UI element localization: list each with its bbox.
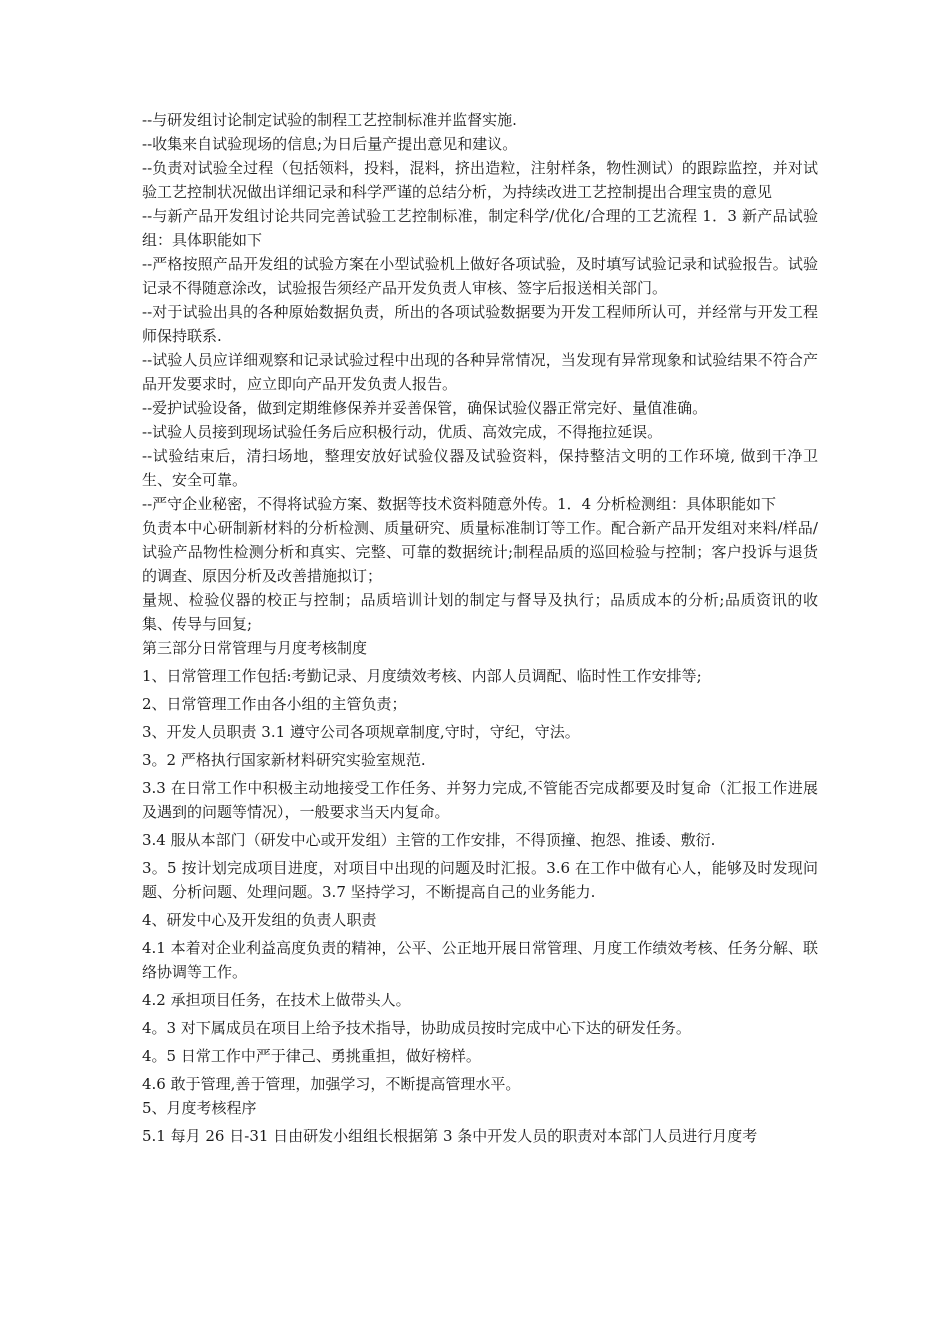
paragraph-collect-site-info: --收集来自试验现场的信息;为日后量产提出意见和建议。: [142, 135, 518, 153]
section-heading-part-three: 第三部分日常管理与月度考核制度: [142, 639, 368, 657]
paragraph-quality-control: 量规、检验仪器的校正与控制；品质培训计划的制定与督导及执行；品质成本的分析;品质资讯的收集、传导与回复;: [142, 591, 818, 633]
item-3-developer-duties: 3、开发人员职责 3.1 遵守公司各项规章制度,守时，守纪，守法。: [142, 723, 580, 741]
paragraph-analysis-duties: 负责本中心研制新材料的分析检测、质量研究、质量标准制订等工作。配合新产品开发组对来料/样品/试验产品物性检测分析和真实、完整、可靠的数据统计;制程品质的巡回检验与控制；客户投诉与退货的调查、原因分析及改善措施拟订；: [142, 519, 818, 585]
item-5-monthly-review: 5、月度考核程序: [142, 1099, 257, 1117]
paragraph-raw-data: --对于试验出具的各种原始数据负责，所出的各项试验数据要为开发工程师所认可，并经常与开发工程师保持联系.: [142, 303, 818, 345]
paragraph-site-tasks: --试验人员接到现场试验任务后应积极行动，优质、高效完成，不得拖拉延误。: [142, 423, 663, 441]
item-3-5-project-progress: 3。5 按计划完成项目进度，对项目中出现的问题及时汇报。3.6 在工作中做有心人，能够及时发现问题、分析问题、处理问题。3.7 坚持学习，不断提高自己的业务能力.: [142, 859, 818, 901]
item-4-1-fair-management: 4.1 本着对企业利益高度负责的精神，公平、公正地开展日常管理、月度工作绩效考核、任务分解、联络协调等工作。: [142, 939, 818, 981]
document-page: [142, 108, 818, 1148]
paragraph-anomaly-report: --试验人员应详细观察和记录试验过程中出现的各种异常情况，当发现有异常现象和试验结果不符合产品开发要求时，应立即向产品开发负责人报告。: [142, 351, 818, 393]
paragraph-trial-process-standard: --与研发组讨论制定试验的制程工艺控制标准并监督实施.: [142, 111, 517, 129]
paragraph-trial-monitoring: --负责对试验全过程（包括领料，投料，混料，挤出造粒，注射样条，物性测试）的跟踪监控，并对试验工艺控制状况做出详细记录和科学严谨的总结分析，为持续改进工艺控制提出合理宝贵的意见: [142, 159, 818, 201]
item-3-2-lab-standard: 3。2 严格执行国家新材料研究实验室规范.: [142, 751, 426, 769]
item-4-5-role-model: 4。5 日常工作中严于律己、勇挑重担，做好榜样。: [142, 1047, 481, 1065]
paragraph-cleanup: --试验结束后，清扫场地，整理安放好试验仪器及试验资料，保持整洁文明的工作环境, 做到干净卫生、安全可靠。: [142, 447, 818, 489]
item-1-daily-management: 1、日常管理工作包括:考勤记录、月度绩效考核、内部人员调配、临时性工作安排等;: [142, 667, 702, 685]
paragraph-confidentiality: --严守企业秘密，不得将试验方案、数据等技术资料随意外传。1．4 分析检测组：具体职能如下: [142, 495, 776, 513]
item-4-leader-duties: 4、研发中心及开发组的负责人职责: [142, 911, 377, 929]
item-4-2-project-lead: 4.2 承担项目任务，在技术上做带头人。: [142, 991, 411, 1009]
item-4-3-guidance: 4。3 对下属成员在项目上给予技术指导，协助成员按时完成中心下达的研发任务。: [142, 1019, 691, 1037]
item-3-3-accept-tasks: 3.3 在日常工作中积极主动地接受工作任务、并努力完成,不管能否完成都要及时复命（汇报工作进展及遇到的问题等情况），一般要求当天内复命。: [142, 779, 818, 821]
item-5-1-review-schedule: 5.1 每月 26 日-31 日由研发小组组长根据第 3 条中开发人员的职责对本部门人员进行月度考: [142, 1127, 758, 1145]
item-3-4-obey-supervisor: 3.4 服从本部门（研发中心或开发组）主管的工作安排，不得顶撞、抱怨、推诿、敷衍.: [142, 831, 716, 849]
item-2-supervisor: 2、日常管理工作由各小组的主管负责；: [142, 695, 407, 713]
paragraph-process-flow: --与新产品开发组讨论共同完善试验工艺控制标准，制定科学/优化/合理的工艺流程 1．3 新产品试验组：具体职能如下: [142, 207, 818, 249]
item-4-6-management-skill: 4.6 敢于管理,善于管理，加强学习，不断提高管理水平。: [142, 1075, 521, 1093]
paragraph-trial-records: --严格按照产品开发组的试验方案在小型试验机上做好各项试验，及时填写试验记录和试验报告。试验记录不得随意涂改，试验报告须经产品开发负责人审核、签字后报送相关部门。: [142, 255, 818, 297]
paragraph-equipment-care: --爱护试验设备，做到定期维修保养并妥善保管，确保试验仪器正常完好、量值准确。: [142, 399, 708, 417]
